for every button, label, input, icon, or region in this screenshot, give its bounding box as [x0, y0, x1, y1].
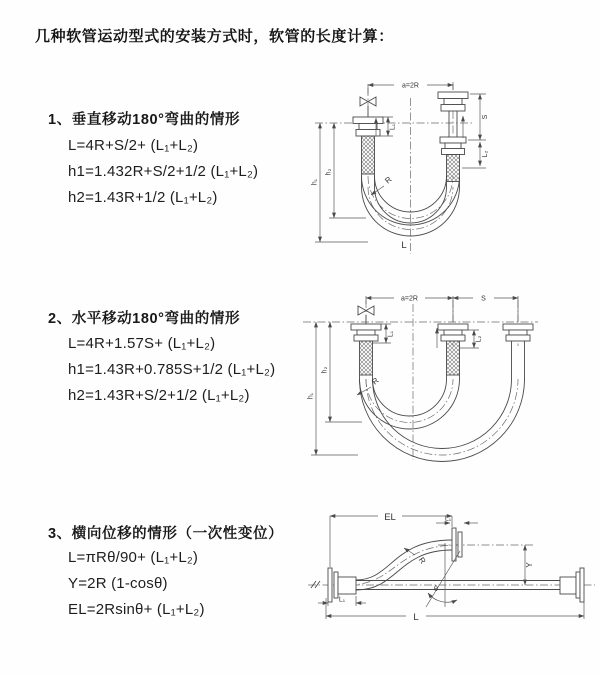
dim-label-h2: h₂: [321, 366, 329, 374]
section-1-heading: 1、垂直移动180°弯曲的情形: [48, 112, 241, 128]
dim-label-l2: L₂: [475, 335, 483, 343]
page-title: 几种软管运动型式的安装方式时，软管的长度计算：: [35, 28, 394, 45]
dim-label-s: S: [481, 295, 486, 303]
hose-arcs: [360, 375, 525, 462]
dim-label-el: EL: [384, 512, 396, 523]
dimension-l1-top: [436, 516, 478, 524]
dimension-l2: [462, 142, 489, 168]
dim-label-l1-top: L₁: [444, 515, 452, 523]
dimension-l1-bottom: [318, 596, 366, 606]
braided-hose-section: [362, 136, 375, 174]
dimension-a2r: [366, 296, 518, 323]
formula-length: L=4R+S/2+ (L₁+L₂): [68, 137, 199, 154]
dimension-s: [453, 296, 518, 303]
radius-label: R: [383, 174, 394, 186]
braided-hose-section: [360, 341, 373, 375]
dim-label-h1: h₁: [307, 392, 315, 400]
diagram-horizontal-180-bend: [298, 286, 598, 466]
left-fitting: [351, 324, 381, 375]
radius-callout: [404, 548, 428, 566]
length-label: L: [413, 612, 419, 623]
diagram-lateral-displacement: [300, 503, 600, 643]
dimension-h1: [312, 123, 369, 242]
radius-label: R: [370, 375, 381, 387]
formula-h1: h1=1.432R+S/2+1/2 (L₁+L₂): [68, 163, 259, 180]
dim-label-h2: h₂: [325, 168, 333, 176]
dim-label-l1: L₁: [387, 330, 395, 338]
braided-hose-section: [447, 155, 460, 182]
formula-h2: h2=1.43R+S/2+1/2 (L₁+L₂): [68, 387, 250, 404]
lower-right-flange: [560, 568, 584, 602]
dimension-y: [525, 545, 534, 585]
s-curve-hose: [356, 540, 452, 590]
length-label: L: [401, 240, 407, 251]
braided-hose-section: [447, 341, 460, 375]
formula-y: Y=2R (1-cosθ): [68, 575, 168, 592]
section-2-heading: 2、水平移动180°弯曲的情形: [48, 311, 241, 327]
middle-fitting: [438, 324, 468, 375]
dimension-h2: [326, 123, 367, 218]
dim-label-s: S: [482, 114, 489, 120]
dim-label-l1: L₁: [389, 123, 397, 131]
dimension-el: [330, 512, 452, 567]
dim-label-l2: L₂: [482, 150, 489, 158]
dimension-s: [468, 94, 489, 140]
dim-label-a2r: a=2R: [401, 295, 418, 303]
dim-label-h1: h₁: [311, 178, 319, 186]
dim-label-y: Y: [525, 562, 534, 568]
diagram-vertical-180-bend: [310, 70, 590, 260]
formula-length: L=πRθ/90+ (L₁+L₂): [68, 549, 199, 566]
formula-h2: h2=1.43R+1/2 (L₁+L₂): [68, 189, 218, 206]
valve-icon: [358, 306, 374, 324]
dim-label-l1-bottom: L₁: [338, 596, 346, 604]
dimension-h1: [308, 322, 359, 455]
dim-label-a2r: a=2R: [402, 82, 419, 90]
left-fitting: [353, 117, 383, 174]
radius-label: R: [416, 555, 428, 566]
formula-el: EL=2Rsinθ+ (L₁+L₂): [68, 601, 205, 618]
formula-h1: h1=1.43R+0.785S+1/2 (L₁+L₂): [68, 361, 276, 378]
section-3-heading: 3、横向位移的情形（一次性变位）: [48, 526, 284, 542]
angle-label: θ: [434, 586, 438, 593]
right-fitting-shifted: [503, 324, 533, 379]
dimension-l: [326, 598, 584, 623]
formula-length: L=4R+1.57S+ (L₁+L₂): [68, 335, 216, 352]
